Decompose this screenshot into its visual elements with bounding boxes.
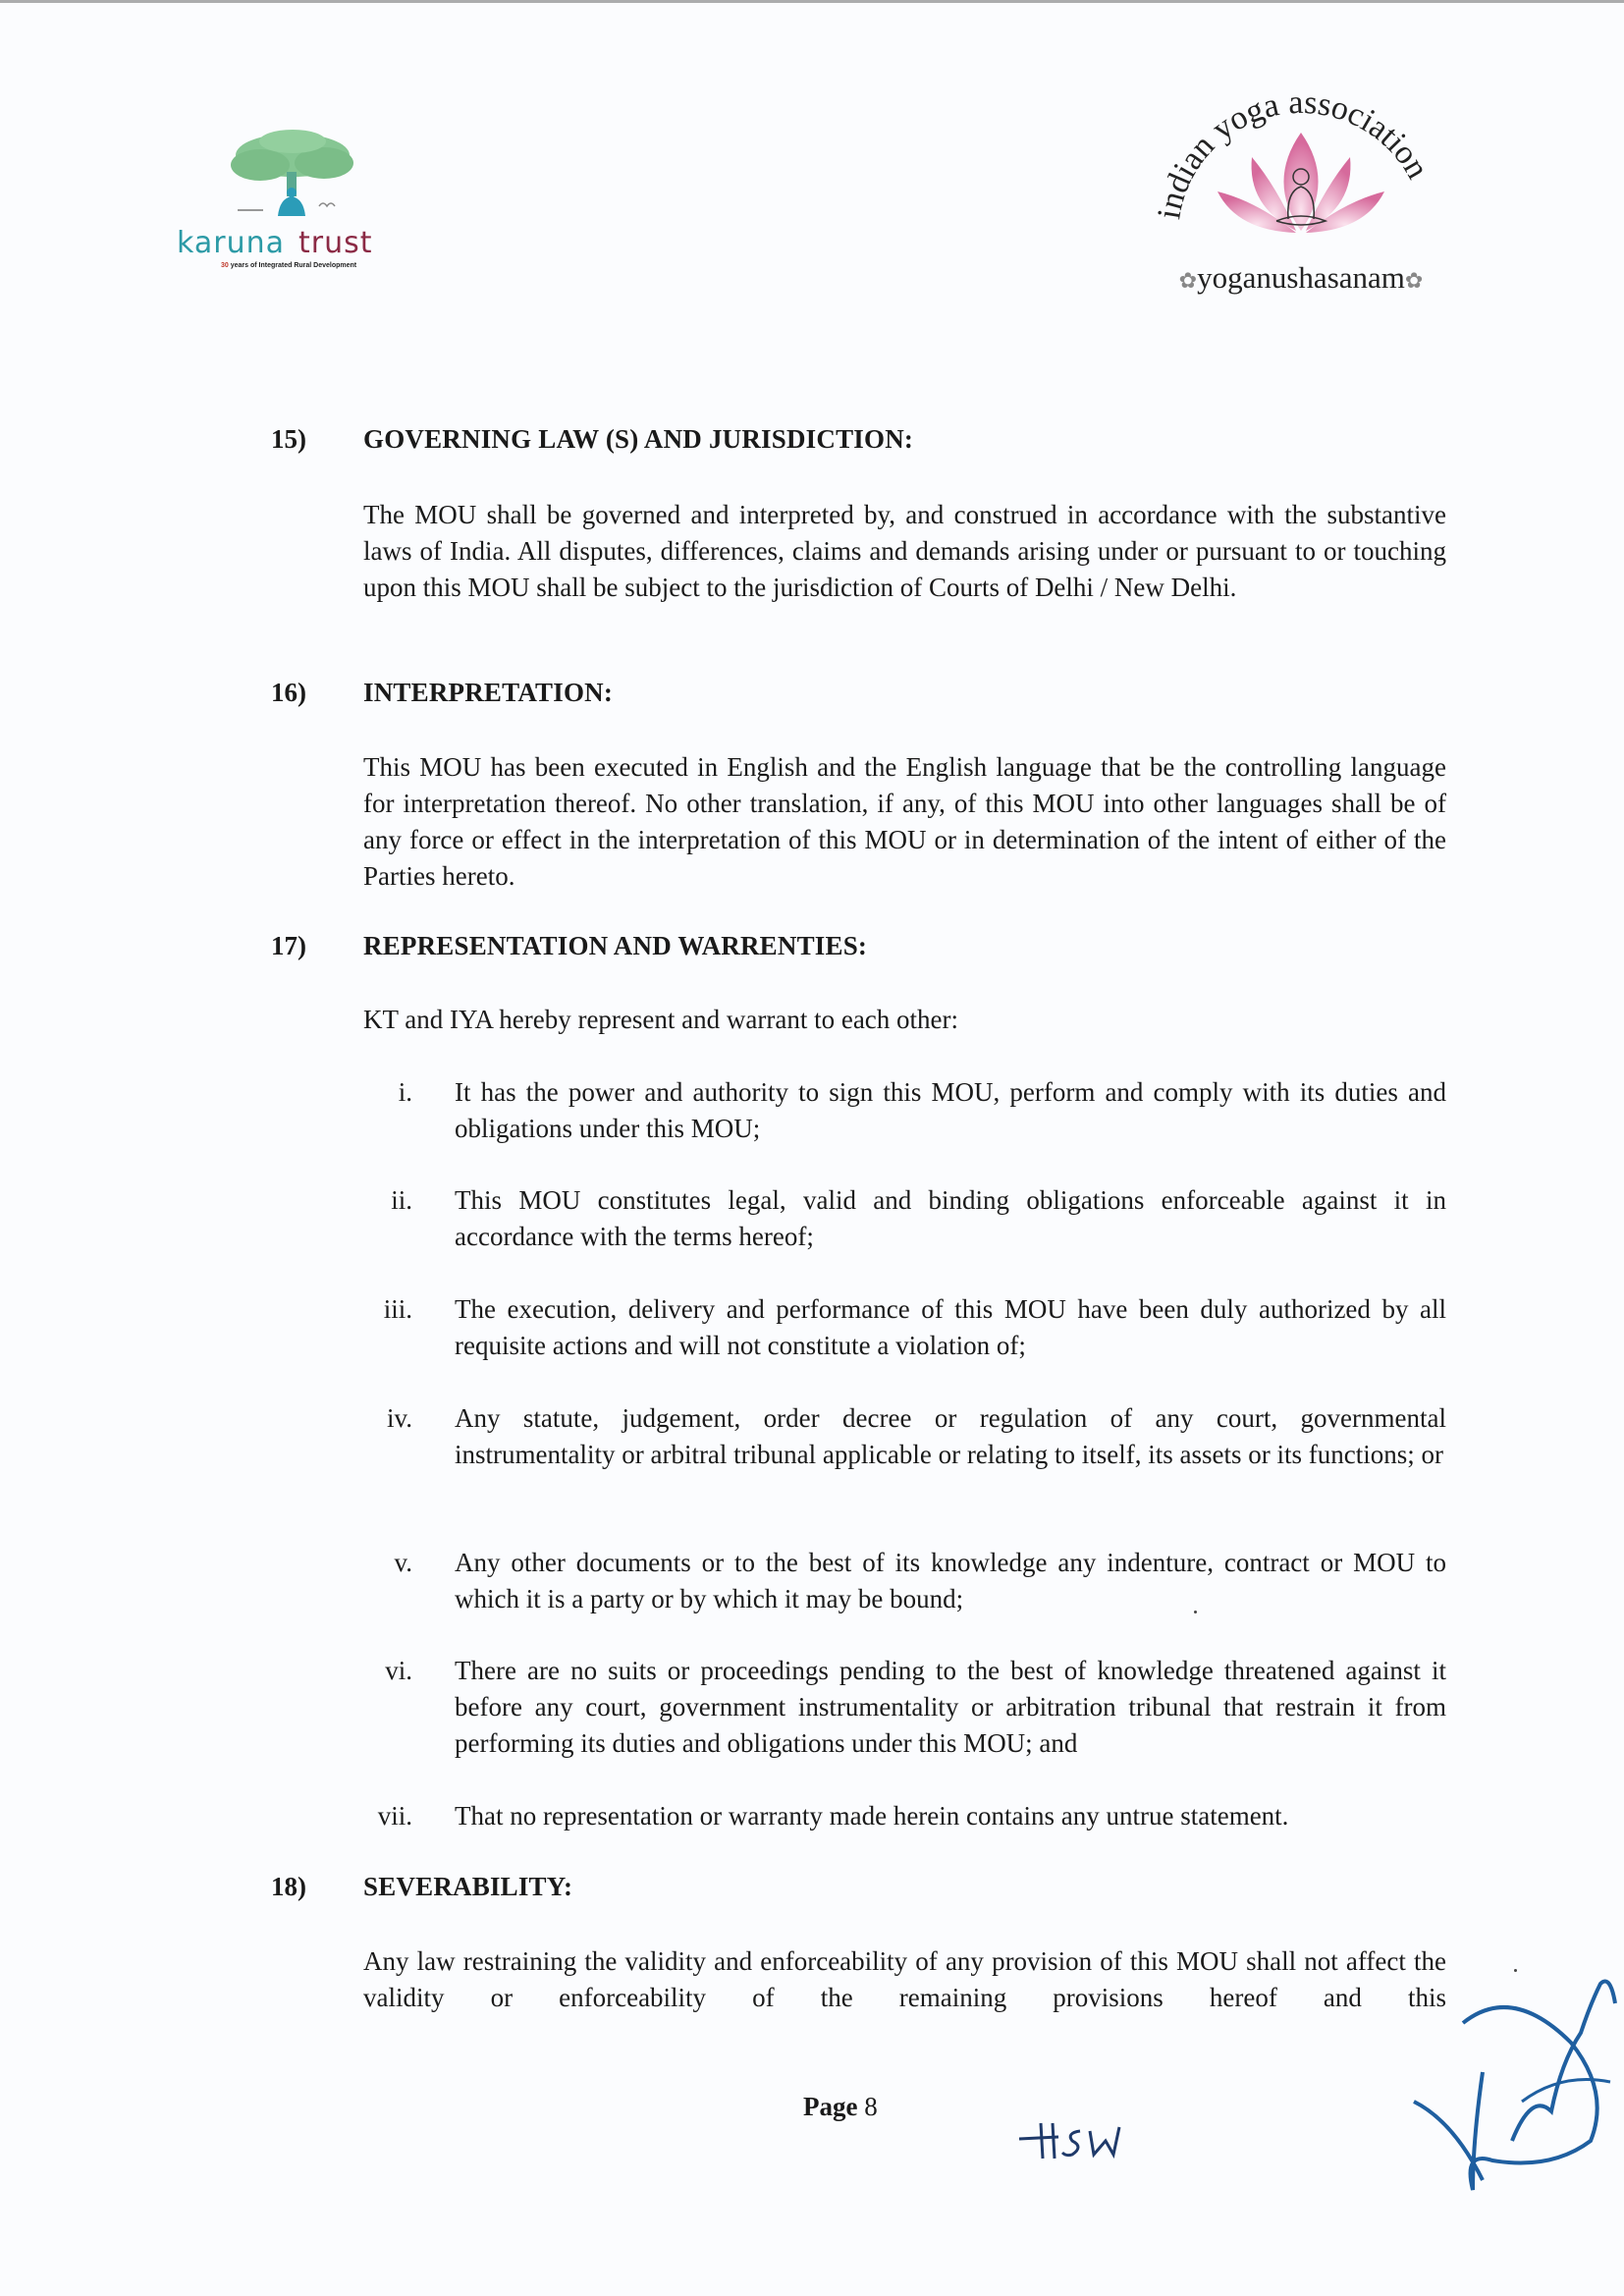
karuna-trust-wordmark: karuna trust [177, 226, 373, 260]
handwritten-signature [1404, 1944, 1624, 2200]
section-number: 17) [271, 931, 306, 960]
lotus-ornament-icon: ✿ [1178, 268, 1198, 293]
list-numeral: iv. [387, 1403, 412, 1433]
list-numeral: vi. [385, 1656, 412, 1685]
tree-meditation-icon [177, 128, 422, 226]
list-numeral: i. [398, 1077, 412, 1107]
section-title: REPRESENTATION AND WARRENTIES: [363, 931, 868, 960]
section-title: SEVERABILITY: [363, 1872, 573, 1901]
section-paragraph: This MOU has been executed in English and the English language that be the controlling language for interpretation thereof. No other translation, if any, of this MOU into other languages shall be of any force or effect in the interpretation of this MOU or in determination of the intent of either of the Parties hereto. [363, 752, 1446, 891]
list-text: Any statute, judgement, order decree or regulation of any court, governmental instrumentality or arbitral tribunal applicable or relating to itself, its assets or its functions; or [455, 1403, 1446, 1469]
section-number: 16) [271, 678, 306, 707]
lotus-yogi-icon [1139, 64, 1463, 260]
section-paragraph: The MOU shall be governed and interpreted by, and construed in accordance with the substantive laws of India. All disputes, differences, claims and demands arising under or pursuant to or touching upon this MOU shall be subject to the jurisdiction of Courts of Delhi / New Delhi. [363, 500, 1446, 602]
section-title: INTERPRETATION: [363, 678, 614, 707]
page-number: Page 8 [803, 2092, 878, 2121]
arc-text: indian yoga association [1151, 83, 1436, 222]
list-text: There are no suits or proceedings pending to the best of knowledge threatened against it before any court, government instrumentality or arbitration tribunal that restrain it from performing its duties and obligations under this MOU; and [455, 1656, 1446, 1758]
section-title: GOVERNING LAW (S) AND JURISDICTION: [363, 424, 914, 454]
scan-top-edge [0, 0, 1624, 3]
list-text: This MOU constitutes legal, valid and binding obligations enforceable against it in accordance with the terms hereof; [455, 1185, 1446, 1251]
karuna-trust-tagline: 30 years of Integrated Rural Development [221, 262, 357, 269]
yoganushasanam-subtitle: ✿yoganushasanam✿ [1178, 260, 1424, 295]
initials-signature [1011, 2111, 1159, 2170]
indian-yoga-association-logo [1139, 64, 1463, 309]
list-numeral: iii. [383, 1294, 412, 1324]
section-paragraph: KT and IYA hereby represent and warrant to each other: [363, 1005, 959, 1034]
scan-speck [1194, 1611, 1197, 1613]
list-text: That no representation or warranty made herein contains any untrue statement. [455, 1801, 1289, 1831]
list-numeral: ii. [391, 1185, 412, 1215]
list-numeral: v. [394, 1548, 412, 1577]
scan-speck [1514, 1969, 1517, 1972]
section-number: 15) [271, 424, 306, 454]
list-text: The execution, delivery and performance of this MOU have been duly authorized by all requisite actions and will not constitute a violation of; [455, 1294, 1446, 1360]
karuna-trust-logo [177, 128, 422, 275]
list-numeral: vii. [377, 1801, 412, 1831]
section-number: 18) [271, 1872, 306, 1901]
section-paragraph: Any law restraining the validity and enforceability of any provision of this MOU shall not affect the validity or enforceability of the remaining provisions hereof and this [363, 1946, 1446, 2012]
list-text: Any other documents or to the best of its knowledge any indenture, contract or MOU to which it is a party or by which it may be bound; [455, 1548, 1446, 1613]
list-text: It has the power and authority to sign this MOU, perform and comply with its duties and obligations under this MOU; [455, 1077, 1446, 1143]
lotus-ornament-icon: ✿ [1404, 268, 1424, 293]
